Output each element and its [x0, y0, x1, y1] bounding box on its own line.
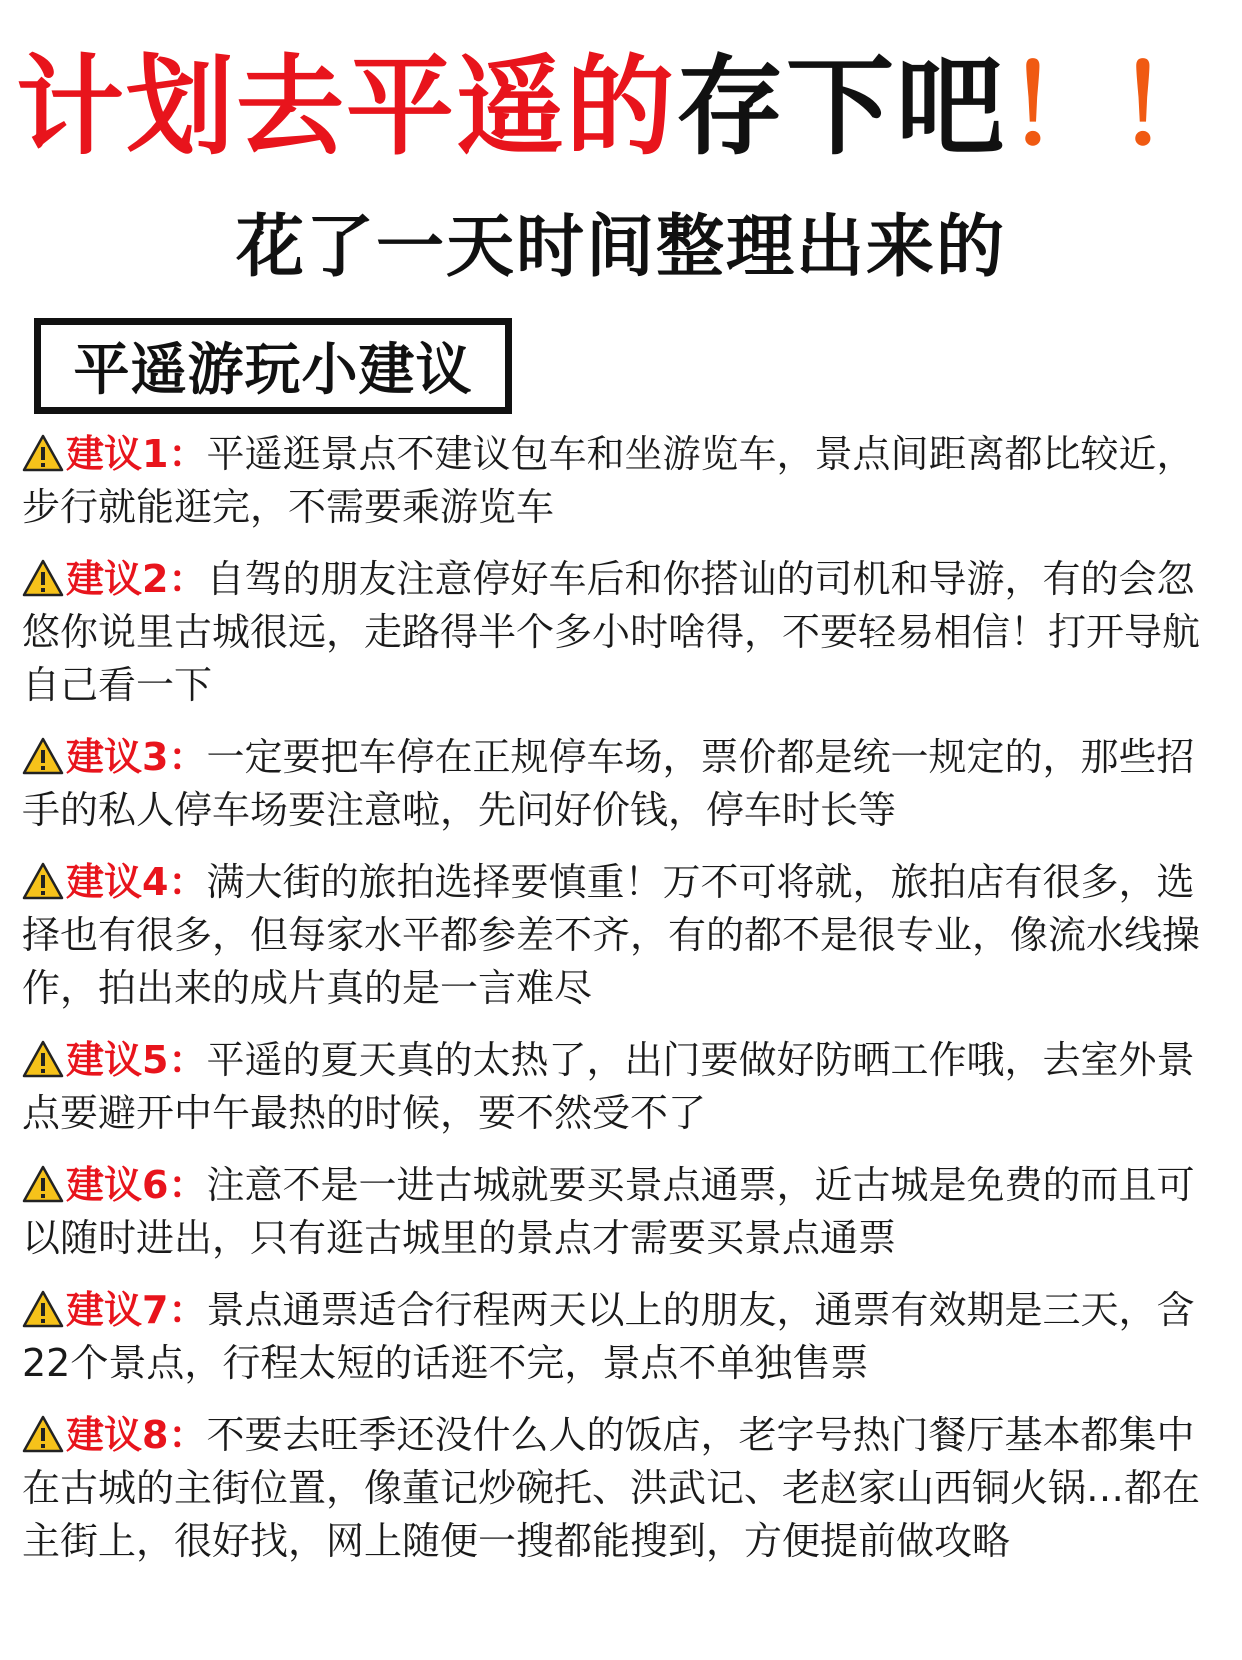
tip-text: 满大街的旅拍选择要慎重！万不可将就，旅拍店有很多，选择也有很多，但每家水平都参差不齐，有的都不是很专业，像流水线操作，拍出来的成片真的是一言难尽: [22, 860, 1201, 1010]
warning-triangle-icon: [22, 1165, 64, 1203]
title-exclamation: ！！: [1006, 45, 1227, 170]
tip-item-6: [22, 1159, 1222, 1265]
tip-item-7: [22, 1284, 1222, 1390]
warning-triangle-icon: [22, 862, 64, 900]
tip-item-2: [22, 553, 1222, 712]
tip-item-1: [22, 428, 1222, 534]
tip-item-4: [22, 856, 1222, 1015]
warning-triangle-icon: [22, 1290, 64, 1328]
tip-label: 建议5：: [66, 1038, 207, 1082]
tip-text: 平遥的夏天真的太热了，出门要做好防晒工作哦，去室外景点要避开中午最热的时候，要不然受不了: [22, 1038, 1195, 1135]
warning-triangle-icon: [22, 1415, 64, 1453]
warning-triangle-icon: [22, 737, 64, 775]
tip-text: 注意不是一进古城就要买景点通票，近古城是免费的而且可以随时进出，只有逛古城里的景点才需要买景点通票: [22, 1163, 1195, 1260]
tip-label: 建议4：: [66, 860, 207, 904]
tips-list: [22, 428, 1222, 1587]
section-heading: 平遥游玩小建议: [34, 318, 512, 414]
warning-triangle-icon: [22, 434, 64, 472]
tip-text: 平遥逛景点不建议包车和坐游览车，景点间距离都比较近，步行就能逛完，不需要乘游览车: [22, 432, 1195, 529]
tip-item-3: [22, 731, 1222, 837]
tip-item-5: [22, 1034, 1222, 1140]
page-subtitle: 花了一天时间整理出来的: [235, 208, 1006, 287]
tip-label: 建议8：: [66, 1413, 207, 1457]
warning-triangle-icon: [22, 559, 64, 597]
tip-text: 不要去旺季还没什么人的饭店，老字号热门餐厅基本都集中在古城的主街位置，像董记炒碗托、洪武记、老赵家山西铜火锅…都在主街上，很好找，网上随便一搜都能搜到，方便提前做攻略: [22, 1413, 1201, 1563]
title-black-part: 存下吧: [675, 45, 1006, 170]
tip-label: 建议7：: [66, 1288, 207, 1332]
tip-item-8: [22, 1409, 1222, 1568]
tip-text: 自驾的朋友注意停好车后和你搭讪的司机和导游，有的会忽悠你说里古城很远，走路得半个多小时啥得，不要轻易相信！打开导航自己看一下: [22, 557, 1201, 707]
tip-label: 建议6：: [66, 1163, 207, 1207]
tip-label: 建议2：: [66, 557, 207, 601]
tip-text: 一定要把车停在正规停车场，票价都是统一规定的，那些招手的私人停车场要注意啦，先问好价钱，停车时长等: [22, 735, 1195, 832]
page-title: [0, 38, 1242, 178]
tip-label: 建议1：: [66, 432, 207, 476]
title-red-part: 计划去平遥的: [15, 45, 676, 170]
warning-triangle-icon: [22, 1040, 64, 1078]
tip-label: 建议3：: [66, 735, 207, 779]
tip-text: 景点通票适合行程两天以上的朋友，通票有效期是三天，含22个景点，行程太短的话逛不完，景点不单独售票: [22, 1288, 1195, 1385]
